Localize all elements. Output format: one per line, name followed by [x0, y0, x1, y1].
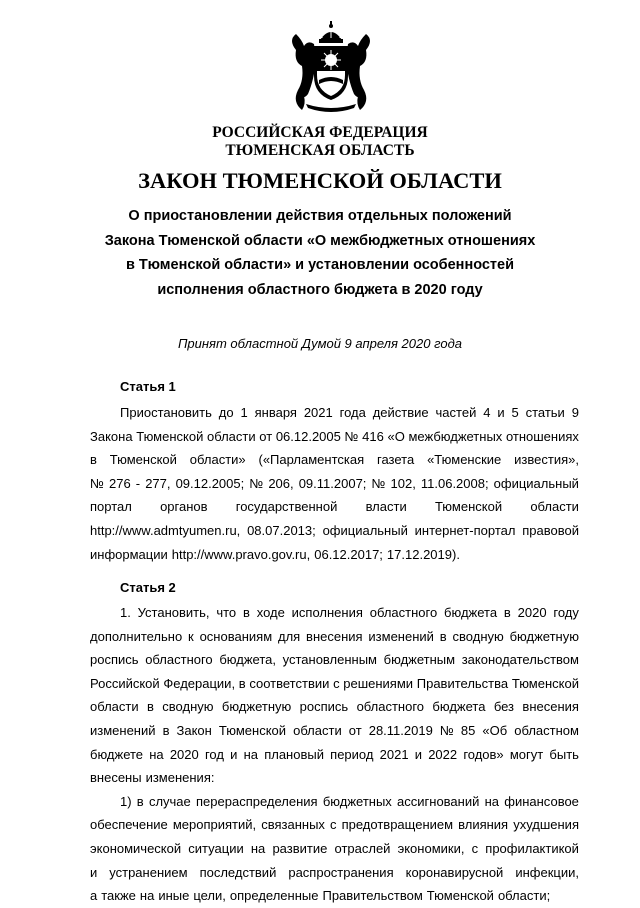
text-line: дополнительно к основаниям для внесения изменений в сводную бюджетную [90, 628, 579, 644]
article-2-title: Статья 2 [120, 580, 176, 595]
text-line: внесены изменения: [90, 770, 215, 786]
law-title: ЗАКОН ТЮМЕНСКОЙ ОБЛАСТИ [138, 168, 502, 193]
text-line: http://www.admtyumen.ru, 08.07.2013; официальный интернет-портал правовой [90, 522, 579, 538]
text-line: области в сводную бюджетную роспись областного бюджета без внесения [90, 699, 579, 715]
region-name: ТЮМЕНСКАЯ ОБЛАСТЬ [225, 142, 415, 159]
country-name: РОССИЙСКАЯ ФЕДЕРАЦИЯ [212, 124, 428, 141]
text-line: экономической ситуации на развитие отраслей экономики, с профилактикой [90, 840, 579, 856]
law-subject [0, 204, 640, 302]
text-line: и устранением последствий распространения коронавирусной инфекции, [90, 864, 579, 880]
text-line: Приостановить до 1 января 2021 года действие частей 4 и 5 статьи 9 [120, 405, 579, 420]
text-line: № 276 - 277, 09.12.2005; № 206, 09.11.2007; № 102, 11.06.2008; официальный [90, 475, 579, 491]
article-1-body [90, 401, 579, 566]
text-line: роспись областного бюджета, установленным бюджетным законодательством [90, 652, 579, 668]
coat-of-arms-icon [284, 20, 378, 116]
article-2-body [90, 601, 579, 908]
text-line: портал органов государственной власти Тюменской области [90, 499, 579, 515]
text-line: 1. Установить, что в ходе исполнения областного бюджета в 2020 году [120, 605, 579, 620]
article-1-title: Статья 1 [120, 379, 176, 394]
subject-line: О приостановлении действия отдельных положений [128, 208, 512, 224]
crown-icon [319, 21, 343, 43]
text-line: информации http://www.pravo.gov.ru, 06.12.2017; 17.12.2019). [90, 546, 460, 562]
text-line: бюджете на 2020 год и на плановый период 2021 и 2022 годов» могут быть [90, 746, 579, 762]
text-line: а также на иные цели, определенные Правительством Тюменской области; [90, 888, 551, 904]
text-line: обеспечение мероприятий, связанных с предотвращением влияния ухудшения [90, 817, 579, 833]
text-line: Закона Тюменской области от 06.12.2005 № 416 «О межбюджетных отношениях [90, 428, 579, 444]
text-line: в Тюменской области» («Парламентская газета «Тюменские известия», [90, 452, 579, 468]
text-line: изменений в Закон Тюменской области от 28.11.2019 № 85 «Об областном [90, 722, 579, 738]
subject-line: исполнения областного бюджета в 2020 году [157, 281, 483, 298]
adoption-note: Принят областной Думой 9 апреля 2020 года [177, 336, 462, 351]
text-line: 1) в случае перераспределения бюджетных ассигнований на финансовое [120, 793, 579, 809]
text-line: Российской Федерации, в соответствии с решениями Правительства Тюменской [90, 675, 579, 691]
subject-line: в Тюменской области» и установлении особенностей [125, 257, 515, 273]
subject-line: Закона Тюменской области «О межбюджетных отношениях [104, 232, 536, 249]
